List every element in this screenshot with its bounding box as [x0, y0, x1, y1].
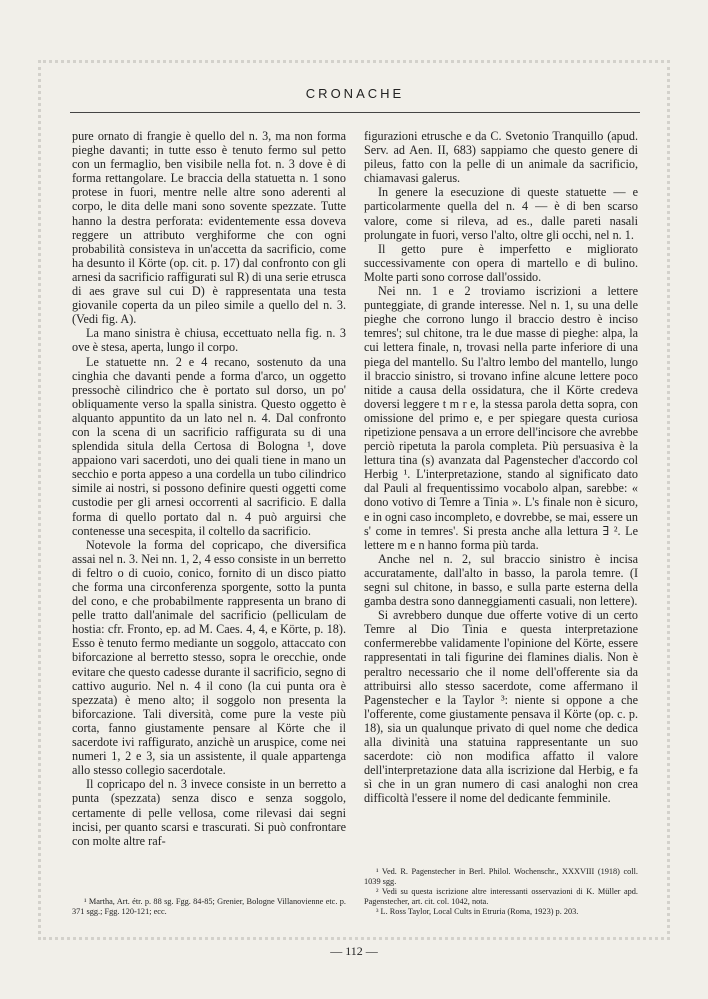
footnote: ² Vedi su questa iscrizione altre interessanti osservazioni di K. Müller apd. Pagenstecher, art. cit. col. 1042, nota.: [364, 887, 638, 906]
paragraph: In genere la esecuzione di queste statuette — e particolarmente quella del n. 4 — è di ben scarso valore, come si rileva, ad es., dalle pareti nasali prolungate in fuori, verso l'alto, oltre gli occhi, nel n. 1.: [364, 185, 638, 242]
right-footnotes: [364, 867, 638, 917]
paragraph: Il getto pure è imperfetto e migliorato successivamente con opera di martello e di bulino. Molte parti sono corrose dall'ossido.: [364, 241, 638, 284]
footnote: ¹ Martha, Art. étr. p. 88 sg. Fgg. 84-85; Grenier, Bologne Villanovienne etc. p. 371 sgg.; Fgg. 120-121; ecc.: [72, 897, 346, 916]
right-column: [364, 129, 638, 869]
paragraph: Notevole la forma del copricapo, che diversifica assai nel n. 3. Nei nn. 1, 2, 4 esso consiste in un berretto di feltro o di cuoio, conico, fornito di un disco piatto che forma una circonferenza sporgente, sotto la punta del cono, e che probabilmente rappresenta un brano di pelle tratto dall'animale del sacrificio (pelliculam de hostia: cfr. Fronto, ep. ad M. Caes. 4, 4, e Körte, p. 18). Esso è tenuto fermo mediante un soggolo, attaccato con biforcazione al berretto stesso, sopra le orecchie, onde evitare che questo cadesse durante il sacrificio, segno di cattivo augurio. Nel n. 4 il cono (la cui punta ora è spezzata) è meno alto; il soggolo non presenta la biforcazione. Tali diversità, come pure la veste più corta, fanno giustamente pensare al Körte che il sacerdote ivi raffigurato, anzichè un aruspice, come nei numeri 1, 2 e 3, sia un assistente, il quale appartenga allo stesso collegio sacerdotale.: [72, 537, 346, 778]
paragraph: Si avrebbero dunque due offerte votive di un certo Temre al Dio Tinia e questa interpretazione confermerebbe validamente l'opinione del Körte, essere rappresentati in tali figurine dei flamines dialis. Non è peraltro necessario che il nome dell'offerente sia da attribuirsi allo stesso sacerdote, come affermano il Pagenstecher e la Taylor ³: niente si oppone a che l'offerente, come giustamente pensava il Körte (op. c. p. 18), sia un qualunque privato di quel nome che dedica alla divinità una statuina rappresentante un suo sacerdote: ciò non modifica affatto il valore dell'interpretazione data alla iscrizione dal Herbig, e fa sì che in un gran numero di casi analoghi non crea difficoltà l'essere il nome del dedicante femminile.: [364, 608, 638, 806]
footnote: ³ L. Ross Taylor, Local Cults in Etruria (Roma, 1923) p. 203.: [376, 907, 579, 916]
page-number: — 112 —: [330, 944, 378, 958]
running-head: CRONACHE: [305, 86, 405, 101]
paragraph: Il copricapo del n. 3 invece consiste in un berretto a punta (spezzata) senza disco e senza soggolo, certamente di pelle vellosa, come rilevasi dai segni incisi, per quanto scarsi e trascurati. Si può confrontare con molte altre raf-: [72, 777, 346, 848]
paragraph: Le statuette nn. 2 e 4 recano, sostenuto da una cinghia che davanti pende a forma d'arco, un oggetto pressochè cilindrico che è portato sul dorso, un po' obliquamente verso la spalla sinistra. Questo oggetto è alquanto appuntito da un lato nel n. 4. Dal confronto con la scena di un sacrificio raffigurata su di una splendida situla della Certosa di Bologna ¹, dove appaiono vari sacerdoti, uno dei quali tiene in mano un secchio e porta appeso a una cordella un tubo cilindrico simile ai nostri, si possono definire questi oggetti come custodie per gli arnesi occorrenti al sacrificio. E dalla forma di quello portato dal n. 4 può arguirsi che contenesse una secespita, il coltello da sacrificio.: [72, 354, 346, 538]
paragraph: figurazioni etrusche e da C. Svetonio Tranquillo (apud. Serv. ad Aen. II, 683) sappiamo che questo genere di pileus, fatto con la pelle di un animale da sacrificio, chiamavasi galerus.: [364, 129, 638, 186]
footnote: ¹ Ved. R. Pagenstecher in Berl. Philol. Wochenschr., XXXVIII (1918) coll. 1039 sgg.: [364, 867, 638, 886]
paragraph: Anche nel n. 2, sul braccio sinistro è incisa accuratamente, dall'alto in basso, la parola temre. (I segni sul chitone, in basso, e sulla parte esterna della gamba destra sono danneggiamenti casuali, non lettere).: [364, 551, 638, 609]
header-rule: [70, 112, 640, 113]
paragraph: La mano sinistra è chiusa, eccettuato nella fig. n. 3 ove è stesa, aperta, lungo il corpo.: [72, 326, 346, 355]
left-column: [72, 129, 346, 899]
paragraph: pure ornato di frangie è quello del n. 3, ma non forma pieghe davanti; in tutte esso è tenuto fermo sul petto con un fermaglio, ben visibile nella fot. n. 3 dove è di forma rettangolare. Le braccia della statuetta n. 1 sono protese in fuori, mentre nelle altre sono aderenti al corpo, le dita delle mani sono sovente spezzate. Tutte hanno la destra perforata: evidentemente essa doveva reggere un attributo verghiforme che con ogni probabilità consisteva in un'accetta da sacrificio, come ha desunto il Körte (op. cit. p. 17) dal confronto con gli arnesi da sacrificio raffigurati sul R) di una serie etrusca di aes grave sul cui D) è rappresentata una testa giovanile coperta da un pileo simile a quello del n. 3. (Vedi fig. A).: [72, 129, 346, 327]
paragraph: Nei nn. 1 e 2 troviamo iscrizioni a lettere punteggiate, di grande interesse. Nel n. 1, su una delle pieghe che corrono lungo il braccio destro è inciso temres'; sul chitone, tra le due masse di pieghe: alpa, la cui lettera finale, n, trovasi nella parte inferiore di una piega del mantello. Su l'altro lembo del mantello, lungo il braccio sinistro, si trovano infine alcune lettere poco nitide a causa della ossidatura, che il Körte credeva doversi leggere t m r e, la stessa parola detta sopra, con omissione del primo e, e per spiegare questa curiosa ripetizione pensava a un errore dell'incisore che avrebbe perciò ripetuta la parola completa. Più persuasiva è la lettura tina (s) avanzata dal Pagenstecher d'accordo col Herbig ¹. L'interpretazione, stando al significato dato dal Pauli al frequentissimo vocabolo alpan, sarebbe: « dono votivo di Temre a Tinia ». L's finale non è sicuro, e in ogni caso incompleto, e dovrebbe, se mai, essere un s' come in temres'. Si presta anche alla lettura ∃ ². Le lettere m e n hanno forma più tarda.: [364, 284, 638, 552]
left-footnotes: [72, 894, 346, 917]
